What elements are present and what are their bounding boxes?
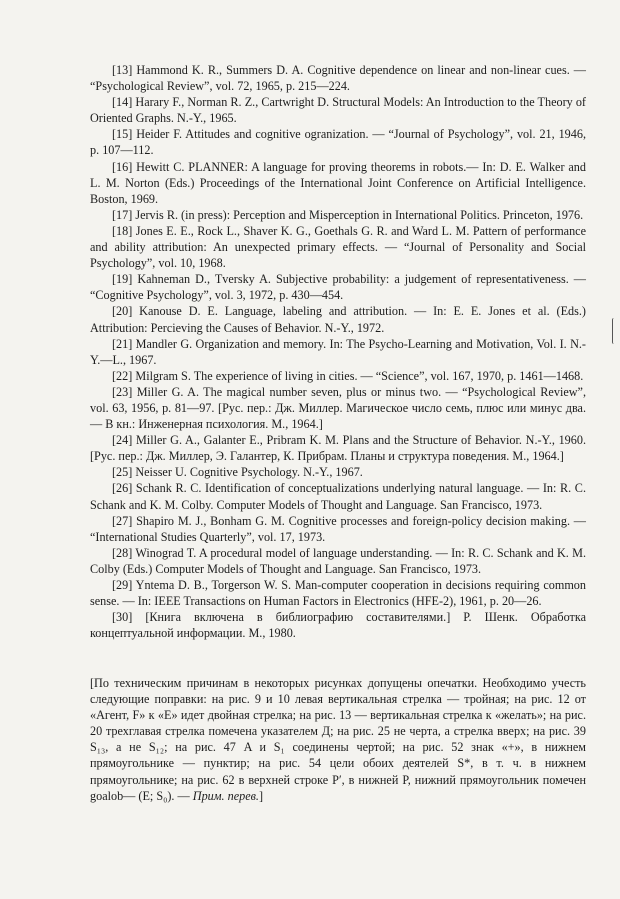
reference-item-24: [24] Miller G. A., Galanter E., Pribram K. M. Plans and the Structure of Behavior. N.-Y., 1960. [Рус. пер.: Дж. Миллер, Э. Галантер, К. Прибрам. Планы и структура поведения. М., 1964.]: [90, 433, 586, 464]
reference-item-18: [18] Jones E. E., Rock L., Shaver K. G., Goethals G. R. and Ward L. M. Pattern of performance and ability attribution: An unexpected primary effects. — “Journal of Personality and Social Psychology”, vol. 10, 1968.: [90, 223, 586, 271]
reference-item-28: [28] Winograd T. A procedural model of language understanding. — In: R. C. Schank and K. M. Colby (Eds.) Computer Models of Thought and Language. San Francisco, 1973.: [90, 545, 586, 576]
reference-item-23: [23] Miller G. A. The magical number seven, plus or minus two. — “Psychological Review”, vol. 63, 1956, p. 81—97. [Рус. пер.: Дж. Миллер. Магическое число семь, плюс или минус два. — В кн.: Инженерная психология. М., 1964.]: [90, 384, 586, 432]
reference-item-22: [22] Milgram S. The experience of living in cities. — “Science”, vol. 167, 1970, p. 1461—1468.: [112, 368, 584, 383]
reference-item-15: [15] Heider F. Attitudes and cognitive ogranization. — “Journal of Psychology”, vol. 21, 1946, p. 107—112.: [90, 127, 586, 158]
reference-item-26: [26] Schank R. C. Identification of conceptualizations underlying natural language. — In: R. C. Schank and K. M. Colby. Computer Models of Thought and Language. San Francisco, 1973.: [90, 481, 586, 512]
scan-edge-mark: [612, 318, 616, 344]
translator-note-body: [По техническим причинам в некоторых рисунках допущены опечатки. Необходимо учесть следующие поправки: на рис. 9 и 10 левая вертикальная стрелка — тройная; на рис. 12 от «Агент, F» к «E» идет двойная стрелка; на рис. 13 — вертикальная стрелка к «желать»; на рис. 20 трехглавая стрелка помечена указателем Д; на рис. 25 не черта, а стрелка вверх; на рис. 39 S₁₃, а не S₁₂; на рис. 47 A и S₁ соединены чертой; на рис. 52 знак «+», в нижнем прямоугольнике — пунктир; на рис. 54 цели обоих деятелей S*, в т. ч. в нижнем прямоугольнике; на рис. 62 в верхней строке P′, в нижней P, нижний прямоугольник помечен goalob— (E; S₀). —: [90, 676, 586, 803]
translator-note-signature: Прим. перев.: [192, 788, 259, 803]
translator-note-closing: ]: [258, 788, 264, 803]
reference-item-20: [20] Kanouse D. E. Language, labeling and attribution. — In: E. E. Jones et al. (Eds.) Attribution: Percieving the Causes of Behavior. N.-Y., 1972.: [90, 304, 586, 335]
reference-item-17: [17] Jervis R. (in press): Perception and Misperception in International Politics. Princeton, 1976.: [112, 207, 584, 222]
reference-item-16: [16] Hewitt C. PLANNER: A language for proving theorems in robots.— In: D. E. Walker and L. M. Norton (Eds.) Proceedings of the International Joint Conference on Artificial Intelligence. Boston, 1969.: [90, 159, 586, 206]
reference-item-19: [19] Kahneman D., Tversky A. Subjective probability: a judgement of representativeness. — “Cognitive Psychology”, vol. 3, 1972, p. 430—454.: [90, 272, 586, 303]
reference-item-29: [29] Yntema D. B., Torgerson W. S. Man-computer cooperation in decisions requiring common sense. — In: IEEE Transactions on Human Factors in Electronics (HFE-2), 1961, p. 20—26.: [90, 578, 586, 609]
reference-item-25: [25] Neisser U. Cognitive Psychology. N.-Y., 1967.: [112, 465, 363, 480]
reference-item-30: [30] [Книга включена в библиографию составителями.] Р. Шенк. Обработка концептуальной информации. М., 1980.: [90, 610, 586, 641]
reference-item-27: [27] Shapiro M. J., Bonham G. M. Cognitive processes and foreign-policy decision making. — “International Studies Quarterly”, vol. 17, 1973.: [90, 513, 586, 544]
reference-list: [90, 62, 586, 641]
reference-item-14: [14] Harary F., Norman R. Z., Cartwright D. Structural Models: An Introduction to the Theory of Oriented Graphs. N.-Y., 1965.: [90, 95, 586, 126]
reference-item-21: [21] Mandler G. Organization and memory. In: The Psycho-Learning and Motivation, Vol. I. N.-Y.—L., 1967.: [90, 336, 586, 367]
reference-item-13: [13] Hammond K. R., Summers D. A. Cognitive dependence on linear and non-linear cues. — “Psychological Review”, vol. 72, 1965, p. 215—224.: [90, 63, 586, 94]
translator-note: [90, 675, 586, 804]
